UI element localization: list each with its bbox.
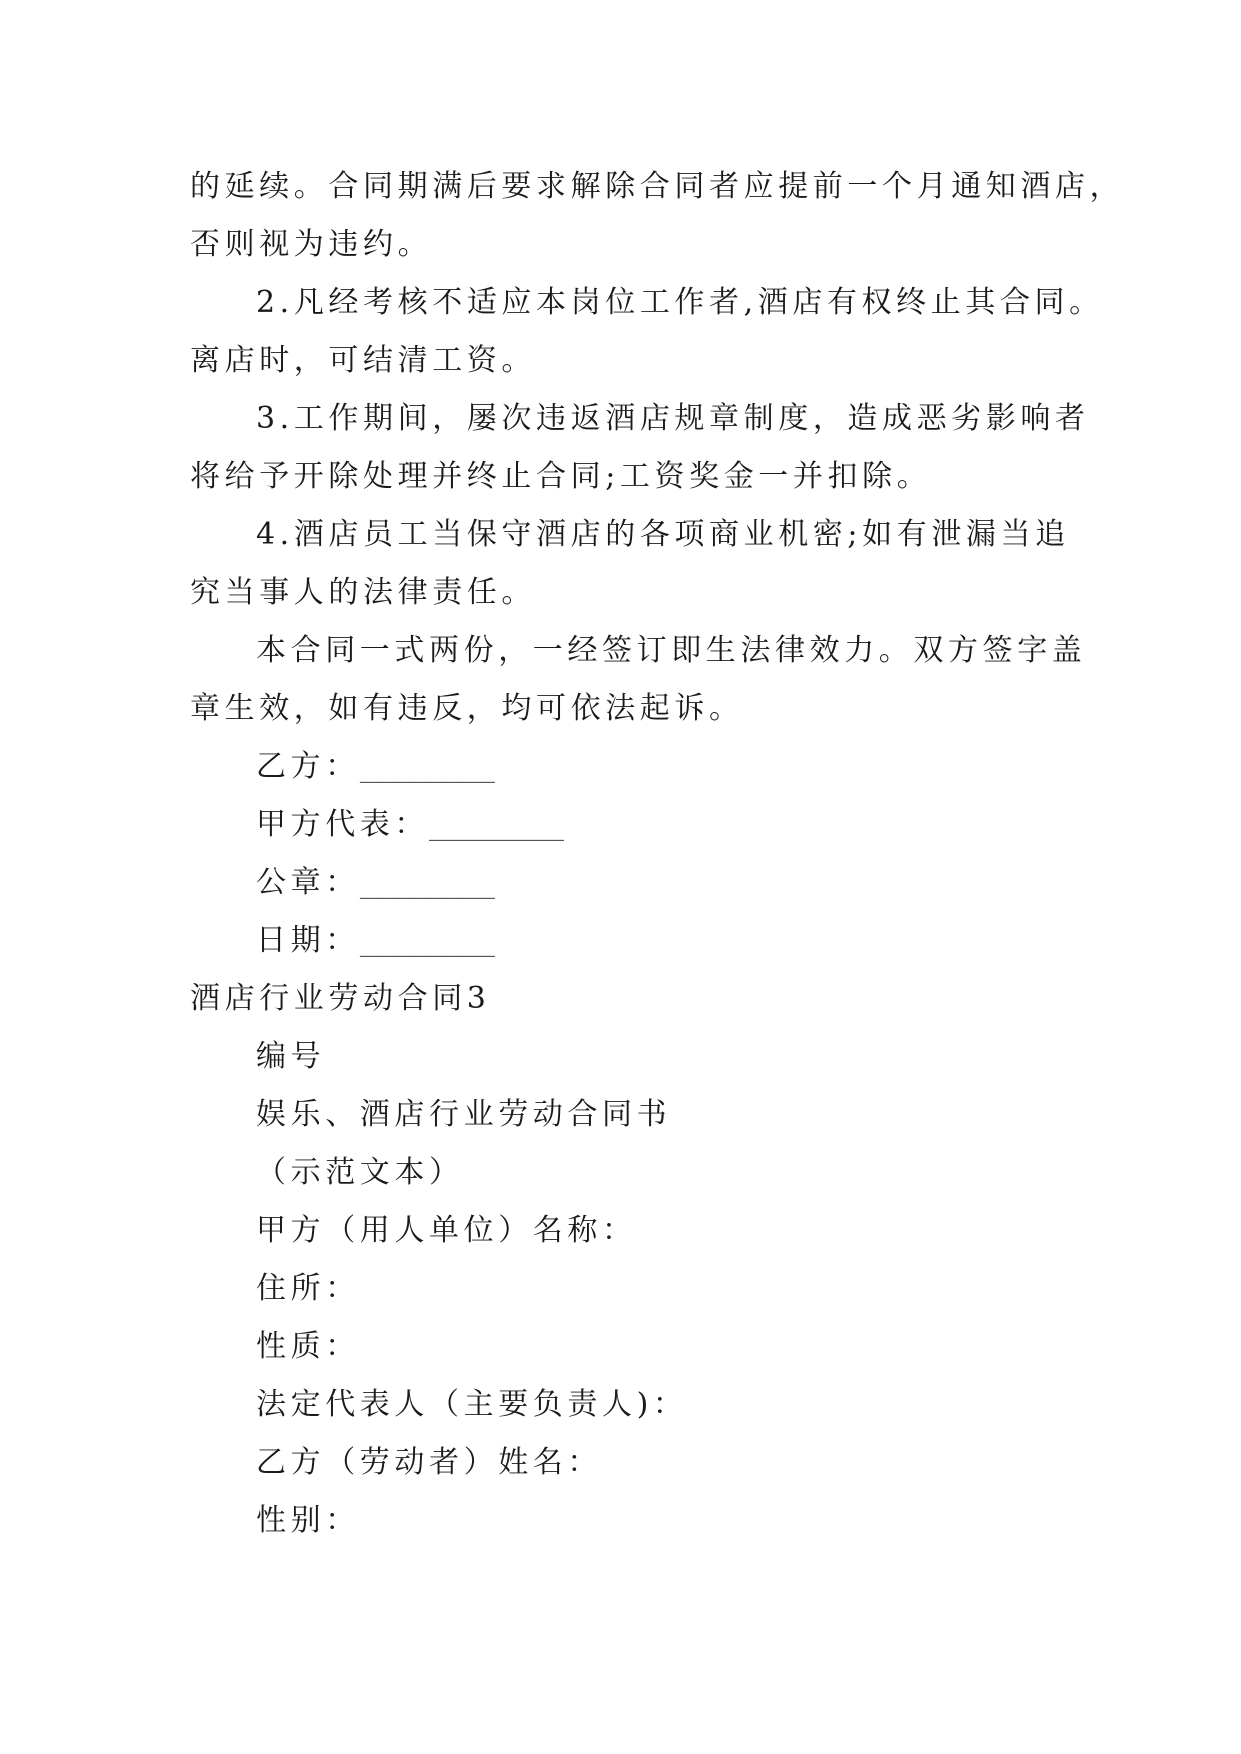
field-employee-name: 乙方（劳动者）姓名： [256,1445,602,1480]
field-employer-name: 甲方（用人单位）名称： [256,1213,637,1248]
clause-2-line-1: 2.凡经考核不适应本岗位工作者,酒店有权终止其合同。 [256,285,1104,320]
signature-date-blank: _________ [359,923,495,958]
signature-party-a-rep-blank: _________ [429,807,564,842]
field-address: 住所： [256,1271,360,1306]
signature-seal-blank: _________ [359,865,495,900]
field-legal-rep: 法定代表人（主要负责人)： [256,1387,688,1422]
section-title: 酒店行业劳动合同3 [190,981,491,1016]
clause-4-line-2: 究当事人的法律责任。 [190,575,536,610]
field-template-note: （示范文本） [256,1155,464,1190]
field-number: 编号 [256,1039,326,1074]
signature-party-b-label: 乙方： [256,749,360,784]
validity-line-1: 本合同一式两份，一经签订即生法律效力。双方签字盖 [256,633,1087,668]
field-gender: 性别： [256,1503,360,1538]
field-nature: 性质： [256,1329,360,1364]
clause-4-line-1: 4.酒店员工当保守酒店的各项商业机密;如有泄漏当追 [256,517,1070,552]
signature-party-b-blank: _________ [359,749,495,784]
validity-line-2: 章生效，如有违反，均可依法起诉。 [190,691,744,726]
signature-seal [256,863,495,903]
clause-2-line-2: 离店时，可结清工资。 [190,343,536,378]
clause-3-line-1: 3.工作期间，屡次违返酒店规章制度，造成恶劣影响者 [256,401,1090,436]
signature-date-label: 日期： [256,923,360,958]
signature-seal-label: 公章： [256,865,360,900]
signature-party-a-rep-label: 甲方代表： [256,807,429,842]
paragraph-line-2: 否则视为违约。 [190,227,433,262]
signature-date [256,921,495,961]
clause-3-line-2: 将给予开除处理并终止合同;工资奖金一并扣除。 [190,459,932,494]
field-contract-name: 娱乐、酒店行业劳动合同书 [256,1097,672,1132]
paragraph-line-1: 的延续。合同期满后要求解除合同者应提前一个月通知酒店， [190,169,1125,204]
signature-party-a-rep [256,805,564,845]
signature-party-b [256,747,495,787]
